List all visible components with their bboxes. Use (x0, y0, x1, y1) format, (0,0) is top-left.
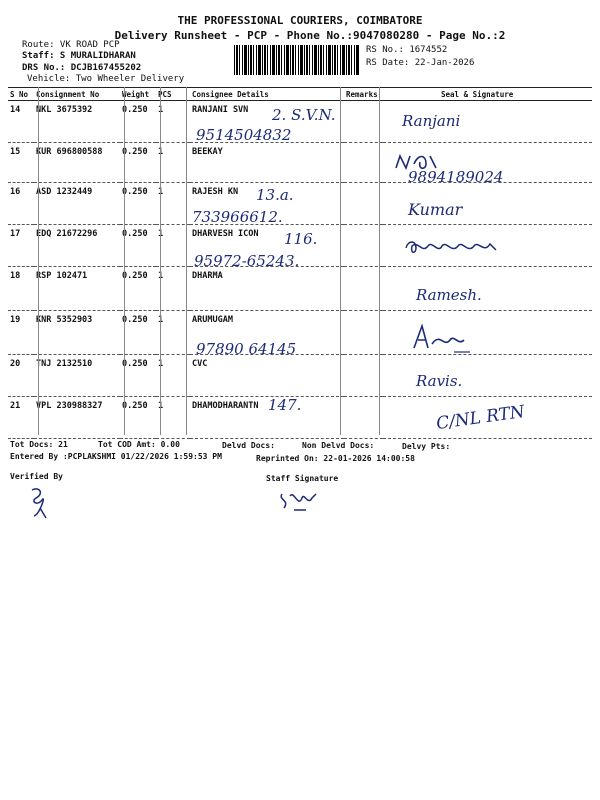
handwritten-note: 13.a. (256, 186, 294, 204)
row-sno: 20 (8, 355, 34, 397)
row-consignment: NKL 3675392 (34, 101, 120, 143)
handwritten-note: 2. S.V.N. (272, 106, 336, 124)
row-consignee: DHARVESH ICON (190, 225, 344, 267)
handwritten-note: 147. (268, 396, 302, 414)
signature: Ranjani (402, 112, 461, 130)
column-divider (38, 87, 39, 435)
delivery-points: Delvy Pts: (402, 442, 451, 451)
row-pcs: 1 (156, 267, 190, 311)
row-pcs: 1 (156, 311, 190, 355)
handwritten-phone: 97890 64145 (196, 340, 297, 358)
column-divider (379, 87, 380, 435)
entered-by: Entered By :PCPLAKSHMI 01/22/2026 1:59:53 PM (10, 452, 222, 461)
drs-label: DRS No.: DCJB167455202 (22, 63, 142, 73)
row-sno: 18 (8, 267, 34, 311)
row-consignment: ASD 1232449 (34, 183, 120, 225)
rs-number: RS No.: 1674552 (366, 45, 448, 55)
total-cod: Tot COD Amt: 0.00 (98, 440, 180, 449)
row-sno: 17 (8, 225, 34, 267)
handwritten-phone: 9514504832 (196, 126, 292, 144)
delivered-docs: Delvd Docs: (222, 441, 275, 450)
verified-by-label: Verified By (10, 472, 63, 481)
col-signature: Seal & Signature (383, 88, 592, 101)
row-weight: 0.250 (120, 355, 156, 397)
row-weight: 0.250 (120, 101, 156, 143)
handwritten-phone: 733966612. (192, 208, 283, 226)
table-row (8, 143, 592, 183)
row-weight: 0.250 (120, 183, 156, 225)
signature-scribble (410, 322, 480, 356)
row-consignee: DHAMODHARANTN (190, 397, 344, 439)
row-pcs: 1 (156, 183, 190, 225)
table-header (8, 88, 592, 101)
row-pcs: 1 (156, 101, 190, 143)
row-pcs: 1 (156, 397, 190, 439)
table-row (8, 267, 592, 311)
column-divider (340, 87, 341, 435)
runsheet-table (8, 87, 592, 439)
signature-scribble (402, 236, 502, 258)
row-consignment: RSP 102471 (34, 267, 120, 311)
row-consignee: ARUMUGAM (190, 311, 344, 355)
row-pcs: 1 (156, 225, 190, 267)
signature: Ramesh. (416, 286, 482, 304)
row-consignment: TNJ 2132510 (34, 355, 120, 397)
row-weight: 0.250 (120, 267, 156, 311)
route-label: Route: VK ROAD PCP (22, 40, 120, 50)
signature: Ravis. (416, 372, 463, 390)
verifier-signature (26, 484, 56, 524)
col-consignment: Consignment No (34, 88, 120, 101)
row-consignee: RAJESH KN (190, 183, 344, 225)
row-sno: 16 (8, 183, 34, 225)
row-pcs: 1 (156, 355, 190, 397)
row-sno: 19 (8, 311, 34, 355)
row-consignment: KNR 5352903 (34, 311, 120, 355)
row-consignment: KUR 696800588 (34, 143, 120, 183)
row-consignee: DHARMA (190, 267, 344, 311)
runsheet-title: Delivery Runsheet - PCP - Phone No.:9047080280 - Page No.:2 (114, 29, 506, 42)
signature: Kumar (408, 200, 463, 219)
vehicle-label: Vehicle: Two Wheeler Delivery (27, 74, 185, 84)
signature: 9894189024 (408, 168, 504, 186)
table-row (8, 311, 592, 355)
total-docs: Tot Docs: 21 (10, 440, 68, 449)
handwritten-phone: 95972-65243. (194, 252, 300, 270)
barcode (234, 45, 360, 75)
column-divider (160, 87, 161, 435)
row-sno: 14 (8, 101, 34, 143)
row-consignee: RANJANI SVN (190, 101, 344, 143)
row-weight: 0.250 (120, 397, 156, 439)
row-sno: 21 (8, 397, 34, 439)
row-sno: 15 (8, 143, 34, 183)
col-sno: S No (8, 88, 34, 101)
row-weight: 0.250 (120, 225, 156, 267)
row-consignment: EDQ 21672296 (34, 225, 120, 267)
row-pcs: 1 (156, 143, 190, 183)
row-weight: 0.250 (120, 143, 156, 183)
column-divider (124, 87, 125, 435)
col-consignee: Consignee Details (190, 88, 344, 101)
reprinted-on: Reprinted On: 22-01-2026 14:00:58 (256, 454, 415, 463)
row-weight: 0.250 (120, 311, 156, 355)
table-row (8, 355, 592, 397)
signature: C/NL RTN (435, 401, 526, 435)
column-divider (186, 87, 187, 435)
staff-label: Staff: S MURALIDHARAN (22, 51, 136, 61)
rs-date: RS Date: 22-Jan-2026 (366, 58, 475, 68)
col-remarks: Remarks (344, 88, 383, 101)
row-consignment: VPL 230988327 (34, 397, 120, 439)
handwritten-note: 116. (284, 230, 318, 248)
table-row (8, 183, 592, 225)
non-delivered-docs: Non Delvd Docs: (302, 441, 375, 450)
row-consignee: BEEKAY (190, 143, 344, 183)
row-consignee: CVC (190, 355, 344, 397)
col-pcs: PCS (156, 88, 190, 101)
staff-signature (276, 486, 322, 514)
col-weight: Weight (120, 88, 156, 101)
staff-signature-label: Staff Signature (266, 474, 339, 483)
company-name: THE PROFESSIONAL COURIERS, COIMBATORE (177, 14, 423, 27)
